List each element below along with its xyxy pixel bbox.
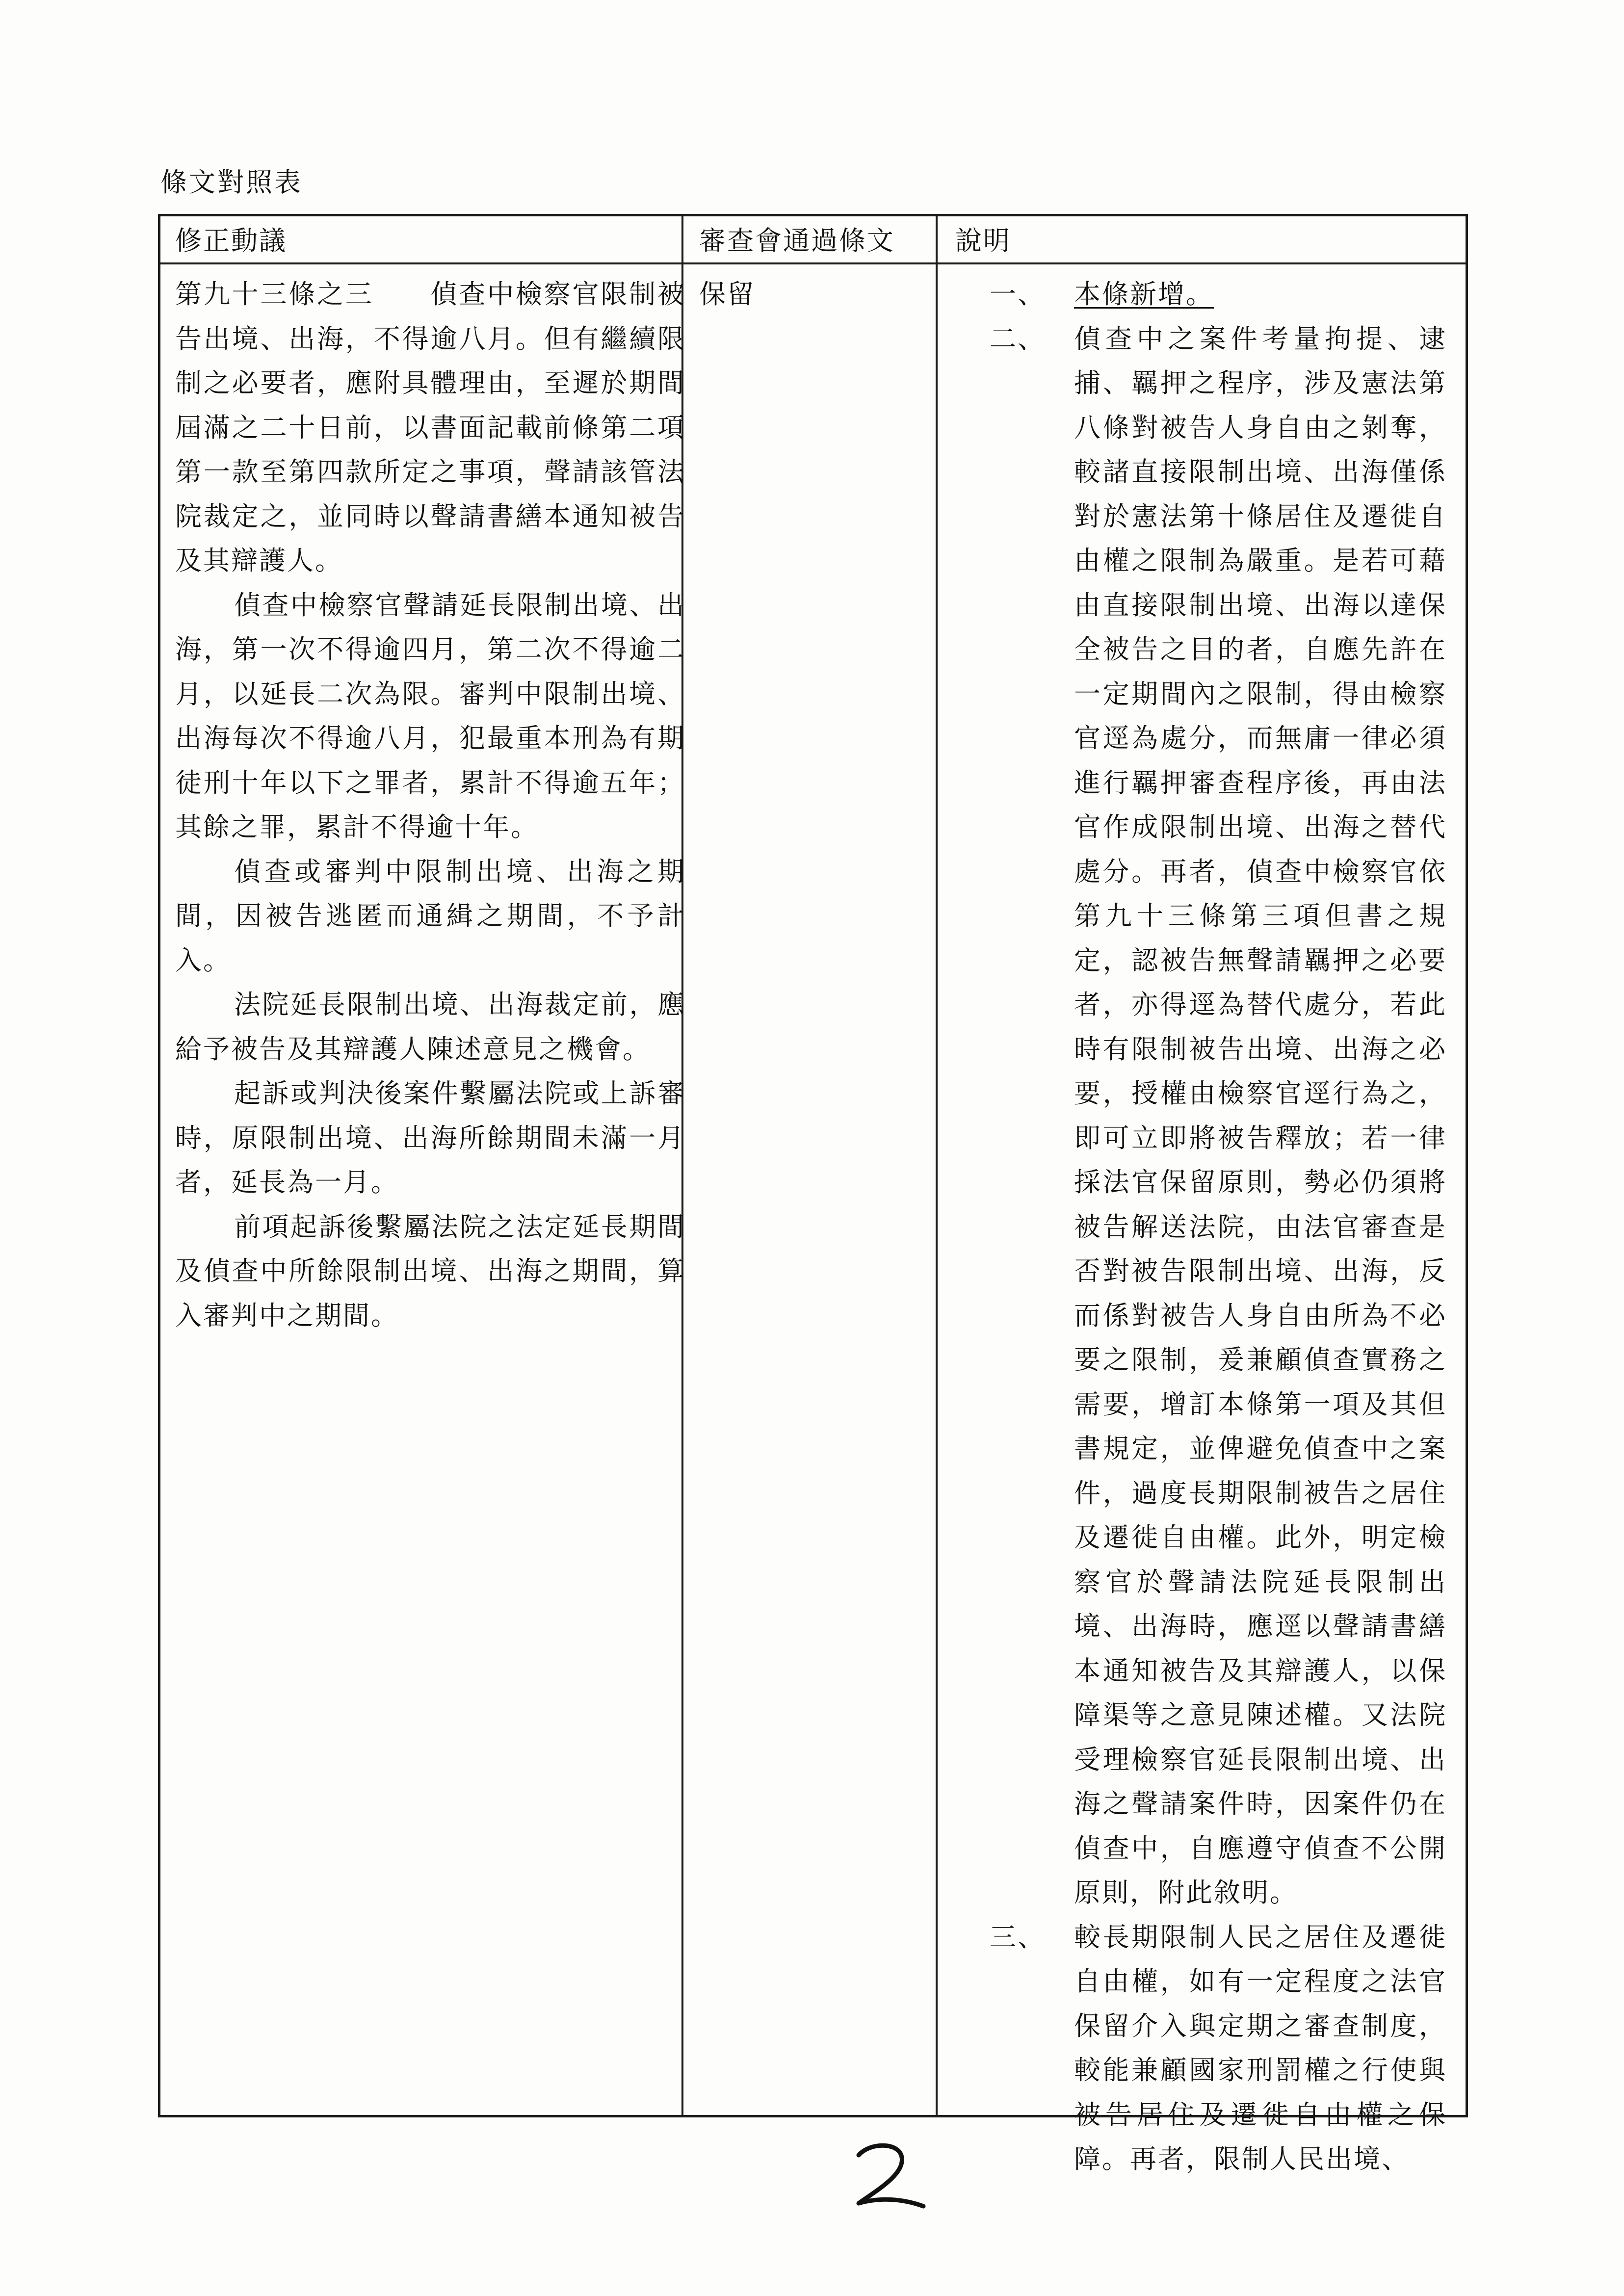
header-committee: 審查會通過條文 <box>699 225 895 256</box>
item-text: 本條新增。 <box>1074 279 1214 310</box>
comparison-table <box>158 214 1468 2174</box>
handwritten-mark <box>859 2145 923 2206</box>
explanation-item <box>976 1915 1447 2182</box>
table-caption: 條文對照表 <box>160 167 303 198</box>
amendment-paragraph: 偵查或審判中限制出境、出海之期間，因被告逃匿而通緝之期間，不予計入。 <box>175 856 685 976</box>
header-explanation: 說明 <box>955 225 1011 256</box>
explanation-item <box>976 317 1447 1915</box>
amendment-paragraph: 前項起訴後繫屬法院之法定延長期間及偵查中所餘限制出境、出海之期間，算入審判中之期間。 <box>175 1211 685 1331</box>
amendment-paragraph: 第九十三條之三 偵查中檢察官限制被告出境、出海，不得逾八月。但有繼續限制之必要者，應附具體理由，至遲於期間屆滿之二十日前，以書面記載前條第二項第一款至第四款所定之事項，聲請該管法院裁定之，並同時以聲請書繕本通知被告及其辯護人。 <box>175 279 685 576</box>
explanation-text <box>976 272 1447 2182</box>
item-text: 較長期限制人民之居住及遷徙自由權，如有一定程度之法官保留介入與定期之審查制度，較能兼顧國家刑罰權之行使與被告居住及遷徙自由權之保障。再者，限制人民出境、 <box>1074 1921 1447 2174</box>
amendment-paragraph: 偵查中檢察官聲請延長限制出境、出海，第一次不得逾四月，第二次不得逾二月，以延長二次為限。審判中限制出境、出海每次不得逾八月，犯最重本刑為有期徒刑十年以下之罪者，累計不得逾五年；其餘之罪，累計不得逾十年。 <box>175 589 685 842</box>
header-amendment: 修正動議 <box>175 225 287 256</box>
amendment-paragraph: 法院延長限制出境、出海裁定前，應給予被告及其辯護人陳述意見之機會。 <box>175 989 685 1065</box>
column-divider <box>936 216 938 2115</box>
explanation-item <box>976 272 1447 317</box>
header-divider <box>160 262 1466 264</box>
committee-text: 保留 <box>699 279 755 310</box>
item-number: 三、 <box>990 1921 1046 1953</box>
amendment-paragraph: 起訴或判決後案件繫屬法院或上訴審時，原限制出境、出海所餘期間未滿一月者，延長為一月。 <box>175 1078 685 1198</box>
amendment-text <box>175 272 685 1338</box>
handwritten-page-number <box>844 2132 932 2220</box>
item-number: 一、 <box>990 279 1046 310</box>
item-text: 偵查中之案件考量拘提、逮捕、羈押之程序，涉及憲法第八條對被告人身自由之剝奪，較諸直接限制出境、出海僅係對於憲法第十條居住及遷徙自由權之限制為嚴重。是若可藉由直接限制出境、出海以達保全被告之目的者，自應先許在一定期間內之限制，得由檢察官逕為處分，而無庸一律必須進行羈押審查程序後，再由法官作成限制出境、出海之替代處分。再者，偵查中檢察官依第九十三條第三項但書之規定，認被告無聲請羈押之必要者，亦得逕為替代處分，若此時有限制被告出境、出海之必要，授權由檢察官逕行為之，即可立即將被告釋放；若一律採法官保留原則，勢必仍須將被告解送法院，由法官審查是否對被告限制出境、出海，反而係對被告人身自由所為不必要之限制，爰兼顧偵查實務之需要，增訂本條第一項及其但書規定，並俾避免偵查中之案件，過度長期限制被告之居住及遷徙自由權。此外，明定檢察官於聲請法院延長限制出境、出海時，應逕以聲請書繕本通知被告及其辯護人，以保障渠等之意見陳述權。又法院受理檢察官延長限制出境、出海之聲請案件時，因案件仍在偵查中，自應遵守偵查不公開原則，附此敘明。 <box>1074 323 1447 1908</box>
item-number: 二、 <box>990 323 1046 354</box>
